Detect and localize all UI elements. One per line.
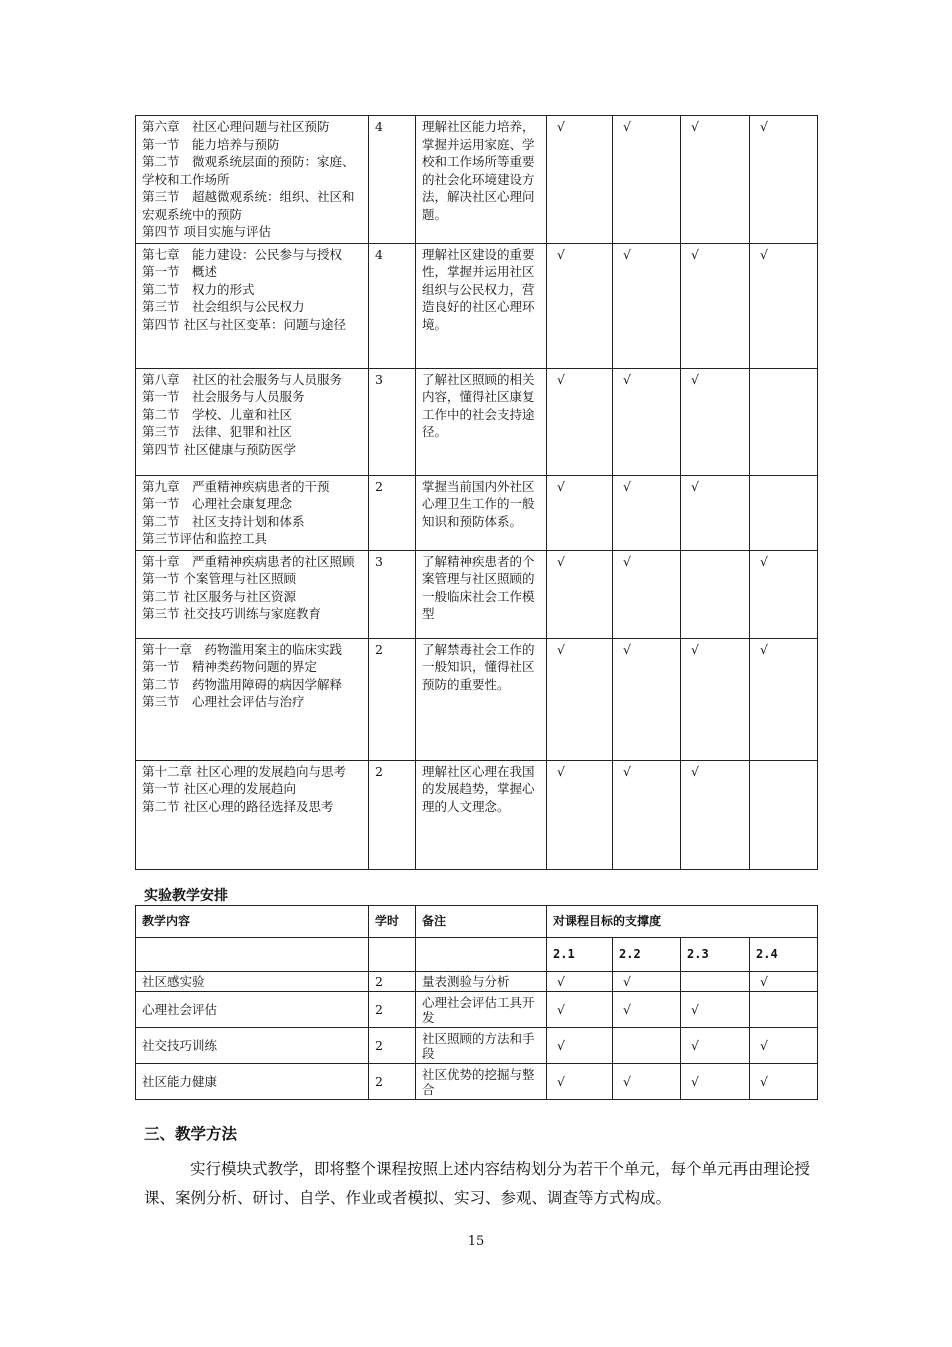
support-mark: √ xyxy=(750,972,818,992)
support-mark: √ xyxy=(613,243,681,368)
empty-cell xyxy=(369,938,416,972)
goal-cell: 理解社区心理在我国的发展趋势，掌握心理的人文理念。 xyxy=(416,760,547,869)
support-mark: √ xyxy=(750,116,818,244)
chapter-content: 第八章 社区的社会服务与人员服务 第一节 社会服务与人员服务 第二节 学校、儿童和社区 第三节 法律、犯罪和社区 第四节 社区健康与预防医学 xyxy=(136,368,369,475)
target-header: 2.3 xyxy=(681,938,750,972)
support-mark: √ xyxy=(613,368,681,475)
lab-note: 心理社会评估工具开发 xyxy=(416,992,547,1028)
support-mark: √ xyxy=(547,243,613,368)
lab-hours: 2 xyxy=(369,972,416,992)
table-row xyxy=(136,760,818,869)
support-mark: √ xyxy=(681,475,750,550)
target-header: 2.2 xyxy=(613,938,681,972)
support-mark: √ xyxy=(681,1028,750,1064)
chapter-content: 第六章 社区心理问题与社区预防 第一节 能力培养与预防 第二节 微观系统层面的预防：家庭、学校和工作场所 第三节 超越微观系统：组织、社区和宏观系统中的预防 第四节 项目实施与评估 xyxy=(136,116,369,244)
lab-hours: 2 xyxy=(369,992,416,1028)
table-row xyxy=(136,1028,818,1064)
teaching-methods-paragraph: 实行模块式教学，即将整个课程按照上述内容结构划分为若干个单元，每个单元再由理论授课、案例分析、研讨、自学、作业或者模拟、实习、参观、调查等方式构成。 xyxy=(144,1160,811,1207)
support-mark: √ xyxy=(547,1028,613,1064)
chapter-content: 第七章 能力建设：公民参与与授权 第一节 概述 第二节 权力的形式 第三节 社会组织与公民权力 第四节 社区与社区变革：问题与途径 xyxy=(136,243,369,368)
support-mark: √ xyxy=(547,475,613,550)
support-mark: √ xyxy=(613,760,681,869)
chapter-outline-table xyxy=(135,115,818,870)
support-mark: √ xyxy=(547,550,613,638)
support-mark: √ xyxy=(547,760,613,869)
support-mark xyxy=(750,760,818,869)
empty-cell xyxy=(136,938,369,972)
table-row xyxy=(136,243,818,368)
lab-arrangement-table xyxy=(135,905,818,1100)
hours-cell: 3 xyxy=(369,550,416,638)
support-mark: √ xyxy=(547,972,613,992)
goal-cell: 了解社区照顾的相关内容，懂得社区康复工作中的社会支持途径。 xyxy=(416,368,547,475)
support-mark: √ xyxy=(613,116,681,244)
goal-cell: 理解社区建设的重要性，掌握并运用社区组织与公民权力，营造良好的社区心理环境。 xyxy=(416,243,547,368)
support-mark: √ xyxy=(681,992,750,1028)
support-mark: √ xyxy=(613,475,681,550)
target-header: 2.1 xyxy=(547,938,613,972)
lab-content: 社交技巧训练 xyxy=(136,1028,369,1064)
teaching-methods-heading: 三、教学方法 xyxy=(144,1125,238,1143)
support-mark: √ xyxy=(613,972,681,992)
column-header-note: 备注 xyxy=(416,906,547,938)
support-mark: √ xyxy=(681,243,750,368)
support-mark: √ xyxy=(750,243,818,368)
goal-cell: 了解禁毒社会工作的一般知识，懂得社区预防的重要性。 xyxy=(416,638,547,760)
support-mark: √ xyxy=(613,992,681,1028)
table-row xyxy=(136,116,818,244)
page-number: 15 xyxy=(467,1234,485,1249)
support-mark xyxy=(681,972,750,992)
support-mark: √ xyxy=(750,1064,818,1100)
goal-cell: 了解精神疾患者的个案管理与社区照顾的一般临床社会工作模型 xyxy=(416,550,547,638)
chapter-content: 第十一章 药物滥用案主的临床实践 第一节 精神类药物问题的界定 第二节 药物滥用障碍的病因学解释 第三节 心理社会评估与治疗 xyxy=(136,638,369,760)
hours-cell: 2 xyxy=(369,638,416,760)
table-header-row xyxy=(136,906,818,938)
hours-cell: 4 xyxy=(369,243,416,368)
support-mark: √ xyxy=(750,550,818,638)
support-mark xyxy=(613,1028,681,1064)
table-row xyxy=(136,992,818,1028)
support-mark: √ xyxy=(681,638,750,760)
table-row xyxy=(136,972,818,992)
target-header: 2.4 xyxy=(750,938,818,972)
chapter-content: 第十章 严重精神疾病患者的社区照顾 第一节 个案管理与社区照顾 第二节 社区服务与社区资源 第三节 社交技巧训练与家庭教育 xyxy=(136,550,369,638)
lab-content: 心理社会评估 xyxy=(136,992,369,1028)
support-mark xyxy=(681,550,750,638)
table-row xyxy=(136,475,818,550)
column-header-content: 教学内容 xyxy=(136,906,369,938)
table-row xyxy=(136,368,818,475)
empty-cell xyxy=(416,938,547,972)
table-subheader-row xyxy=(136,938,818,972)
support-mark: √ xyxy=(681,1064,750,1100)
support-mark: √ xyxy=(750,1028,818,1064)
support-mark xyxy=(750,992,818,1028)
support-mark: √ xyxy=(613,638,681,760)
hours-cell: 4 xyxy=(369,116,416,244)
support-mark: √ xyxy=(750,638,818,760)
support-mark xyxy=(750,368,818,475)
lab-hours: 2 xyxy=(369,1064,416,1100)
hours-cell: 3 xyxy=(369,368,416,475)
hours-cell: 2 xyxy=(369,475,416,550)
lab-section-heading: 实验教学安排 xyxy=(144,888,228,904)
goal-cell: 掌握当前国内外社区心理卫生工作的一般知识和预防体系。 xyxy=(416,475,547,550)
chapter-content: 第九章 严重精神疾病患者的干预 第一节 心理社会康复理念 第二节 社区支持计划和体系 第三节评估和监控工具 xyxy=(136,475,369,550)
support-mark: √ xyxy=(547,992,613,1028)
lab-content: 社区感实验 xyxy=(136,972,369,992)
support-mark: √ xyxy=(681,116,750,244)
support-mark: √ xyxy=(547,368,613,475)
lab-content: 社区能力健康 xyxy=(136,1064,369,1100)
support-mark: √ xyxy=(613,550,681,638)
support-mark: √ xyxy=(547,1064,613,1100)
lab-hours: 2 xyxy=(369,1028,416,1064)
support-mark: √ xyxy=(681,368,750,475)
support-mark: √ xyxy=(547,638,613,760)
support-mark: √ xyxy=(613,1064,681,1100)
lab-note: 社区照顾的方法和手段 xyxy=(416,1028,547,1064)
table-row xyxy=(136,550,818,638)
chapter-content: 第十二章 社区心理的发展趋向与思考 第一节 社区心理的发展趋向 第二节 社区心理的路径选择及思考 xyxy=(136,760,369,869)
column-header-hours: 学时 xyxy=(369,906,416,938)
column-header-support: 对课程目标的支撑度 xyxy=(547,906,818,938)
support-mark xyxy=(750,475,818,550)
table-row xyxy=(136,638,818,760)
lab-note: 社区优势的挖掘与整合 xyxy=(416,1064,547,1100)
hours-cell: 2 xyxy=(369,760,416,869)
support-mark: √ xyxy=(547,116,613,244)
support-mark: √ xyxy=(681,760,750,869)
goal-cell: 理解社区能力培养，掌握并运用家庭、学校和工作场所等重要的社会化环境建设方法，解决社区心理问题。 xyxy=(416,116,547,244)
lab-note: 量表测验与分析 xyxy=(416,972,547,992)
table-row xyxy=(136,1064,818,1100)
